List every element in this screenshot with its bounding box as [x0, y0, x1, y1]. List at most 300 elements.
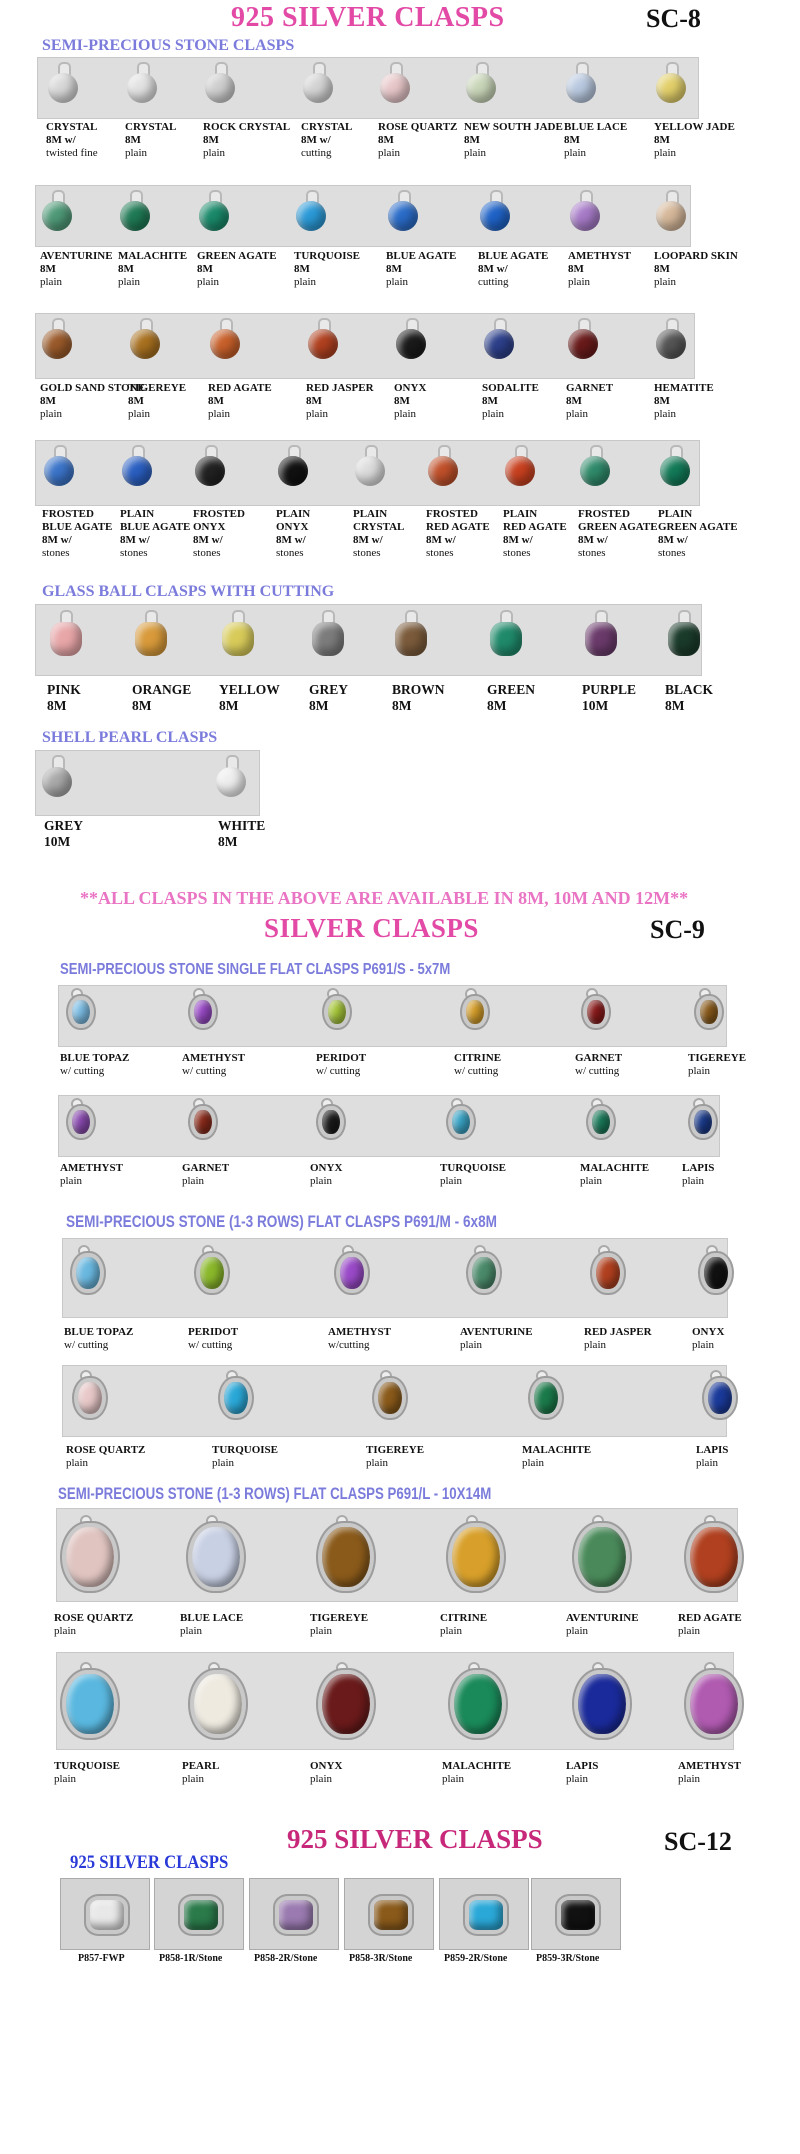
flat-desc: plain — [692, 1339, 714, 1351]
bead-name: MALACHITE — [118, 250, 188, 262]
flat-name: PERIDOT — [188, 1326, 239, 1338]
sc12-code-label: P859-2R/Stone — [444, 1953, 508, 1964]
bead-name-line1: PLAIN — [276, 508, 311, 520]
glass-name: PURPLE — [582, 682, 636, 697]
flat-name: ONYX — [692, 1326, 725, 1338]
bead-row3 — [568, 329, 598, 359]
flat-clasp — [530, 1378, 562, 1418]
bead-desc: stones — [578, 547, 606, 559]
glass-bead — [312, 622, 344, 656]
flat-clasp — [196, 1253, 228, 1293]
sc9-small-band1 — [58, 985, 727, 1047]
bead-size: 8M w/ — [301, 134, 331, 146]
bead-size: 8M w/ — [658, 534, 688, 546]
flat-name: TIGEREYE — [310, 1612, 369, 1624]
bead-name-line1: FROSTED — [42, 508, 94, 520]
bead-desc: plain — [306, 408, 328, 420]
bead-desc: plain — [118, 276, 140, 288]
glass-label — [219, 682, 280, 714]
bead-label — [306, 382, 374, 421]
bead-name: TURQUOISE — [294, 250, 361, 262]
bead-row2 — [480, 201, 510, 231]
bead-name: TIGEREYE — [128, 382, 187, 394]
flat-desc: plain — [310, 1175, 332, 1187]
flat-label — [678, 1760, 741, 1786]
bead-size: 8M — [568, 263, 584, 275]
bead-name-line2: GREEN AGATE — [578, 521, 658, 533]
flat-name: ROSE QUARTZ — [54, 1612, 134, 1624]
bead-row1 — [303, 73, 333, 103]
bead-row3 — [484, 329, 514, 359]
bead-name-line1: FROSTED — [578, 508, 630, 520]
flat-clasp — [68, 996, 94, 1028]
bead-desc: cutting — [301, 147, 332, 159]
sc12-code: SC-12 — [664, 1827, 732, 1856]
bead-desc: plain — [654, 408, 676, 420]
bead-label — [42, 508, 112, 560]
bead-row3 — [130, 329, 160, 359]
bead-desc: stones — [120, 547, 148, 559]
flat-name: AMETHYST — [60, 1162, 123, 1174]
flat-label — [60, 1162, 123, 1188]
bead-label — [654, 121, 735, 160]
flat-desc: w/ cutting — [316, 1065, 361, 1077]
bead-desc: plain — [125, 147, 147, 159]
bead-size: 8M — [128, 395, 144, 407]
flat-clasp — [450, 1670, 506, 1738]
bead-label — [353, 508, 404, 560]
bead-label — [503, 508, 567, 560]
bead-name: ONYX — [394, 382, 427, 394]
flat-desc: plain — [440, 1625, 462, 1637]
bead-label — [197, 250, 277, 289]
flat-label — [566, 1612, 639, 1638]
bead-row1 — [205, 73, 235, 103]
bead-row3 — [396, 329, 426, 359]
sc12-code-label: P858-2R/Stone — [254, 1953, 318, 1964]
bead-label — [378, 121, 457, 160]
bead-desc: plain — [386, 276, 408, 288]
flat-clasp — [318, 1523, 374, 1591]
sc9-large-band1 — [56, 1508, 738, 1602]
glass-bead — [490, 622, 522, 656]
bead-desc: plain — [378, 147, 400, 159]
bead-row2 — [656, 201, 686, 231]
sc12-code-label: P857-FWP — [78, 1953, 125, 1964]
sc8-glass-heading: GLASS BALL CLASPS WITH CUTTING — [42, 583, 335, 600]
sc12-stone — [86, 1896, 128, 1934]
flat-label — [182, 1162, 229, 1188]
bead-size: 8M — [482, 395, 498, 407]
sc8-code: SC-8 — [646, 4, 701, 33]
flat-label — [328, 1326, 391, 1352]
flat-clasp — [588, 1106, 614, 1138]
shell-size: 10M — [44, 834, 71, 849]
flat-label — [366, 1444, 424, 1470]
flat-clasp — [690, 1106, 716, 1138]
glass-size: 8M — [665, 698, 685, 713]
bead-name: CRYSTAL — [46, 121, 98, 133]
bead-size: 8M — [306, 395, 322, 407]
bead-desc: plain — [294, 276, 316, 288]
glass-label — [582, 682, 636, 714]
flat-desc: plain — [580, 1175, 602, 1187]
glass-name: ORANGE — [132, 682, 192, 697]
bead-name-line1: PLAIN — [353, 508, 388, 520]
shell-bead — [42, 767, 72, 797]
sc8-title: 925 SILVER CLASPS — [231, 2, 505, 33]
bead-row4 — [428, 456, 458, 486]
flat-label — [316, 1052, 366, 1078]
bead-desc: stones — [658, 547, 686, 559]
bead-label — [426, 508, 490, 560]
flat-name: AMETHYST — [328, 1326, 391, 1338]
bead-size: 8M — [566, 395, 582, 407]
bead-name-line2: BLUE AGATE — [42, 521, 113, 533]
bead-name: HEMATITE — [654, 382, 714, 394]
sc12-code-label: P858-3R/Stone — [349, 1953, 413, 1964]
bead-name-line1: PLAIN — [120, 508, 155, 520]
flat-clasp — [574, 1670, 630, 1738]
glass-name: GREEN — [487, 682, 536, 697]
flat-desc: plain — [440, 1175, 462, 1187]
flat-name: RED AGATE — [678, 1612, 742, 1624]
bead-name-line1: PLAIN — [658, 508, 693, 520]
bead-size: 8M w/ — [46, 134, 76, 146]
bead-row4 — [660, 456, 690, 486]
bead-size: 8M w/ — [193, 534, 223, 546]
bead-size: 8M w/ — [276, 534, 306, 546]
bead-name: CRYSTAL — [301, 121, 353, 133]
glass-label — [132, 682, 191, 714]
flat-name: ONYX — [310, 1760, 343, 1772]
flat-clasp — [704, 1378, 736, 1418]
bead-desc: plain — [566, 408, 588, 420]
flat-desc: plain — [566, 1773, 588, 1785]
flat-desc: plain — [584, 1339, 606, 1351]
bead-size: 8M — [464, 134, 480, 146]
bead-name: BLUE LACE — [564, 121, 628, 133]
bead-size: 8M — [118, 263, 134, 275]
bead-size: 8M — [294, 263, 310, 275]
glass-label — [487, 682, 535, 714]
flat-desc: plain — [566, 1625, 588, 1637]
bead-name: CRYSTAL — [125, 121, 177, 133]
bead-name: GARNET — [566, 382, 614, 394]
shell-size: 8M — [218, 834, 238, 849]
bead-row4 — [580, 456, 610, 486]
flat-label — [64, 1326, 133, 1352]
bead-name: GOLD SAND STONE — [40, 382, 145, 394]
flat-label — [678, 1612, 742, 1638]
flat-desc: plain — [180, 1625, 202, 1637]
bead-size: 8M — [394, 395, 410, 407]
bead-name: RED JASPER — [306, 382, 374, 394]
flat-name: GARNET — [182, 1162, 230, 1174]
sc9-medium-heading: SEMI-PRECIOUS STONE (1-3 ROWS) FLAT CLASPS P691/M - 6x8M — [66, 1212, 497, 1231]
bead-label — [294, 250, 360, 289]
sc8-semi-precious-heading: SEMI-PRECIOUS STONE CLASPS — [42, 37, 295, 54]
bead-size: 8M w/ — [478, 263, 508, 275]
flat-label — [180, 1612, 243, 1638]
glass-name: BLACK — [665, 682, 714, 697]
sc9-small-heading: SEMI-PRECIOUS STONE SINGLE FLAT CLASPS P691/S - 5x7M — [60, 961, 451, 978]
bead-name: ROCK CRYSTAL — [203, 121, 291, 133]
flat-name: BLUE LACE — [180, 1612, 244, 1624]
bead-size: 8M w/ — [426, 534, 456, 546]
sc12-code-label: P859-3R/Stone — [536, 1953, 600, 1964]
sc9-code: SC-9 — [650, 915, 705, 944]
bead-name: BLUE AGATE — [386, 250, 457, 262]
glass-bead — [222, 622, 254, 656]
bead-row3 — [656, 329, 686, 359]
glass-label — [665, 682, 713, 714]
bead-label — [46, 121, 98, 160]
flat-desc: plain — [310, 1773, 332, 1785]
flat-clasp — [336, 1253, 368, 1293]
sc9-small-band2 — [58, 1095, 720, 1157]
flat-name: AVENTURINE — [566, 1612, 639, 1624]
bead-label — [203, 121, 290, 160]
bead-row3 — [308, 329, 338, 359]
bead-desc: stones — [353, 547, 381, 559]
bead-size: 8M w/ — [578, 534, 608, 546]
glass-size: 8M — [392, 698, 412, 713]
flat-label — [60, 1052, 129, 1078]
bead-desc: stones — [193, 547, 221, 559]
bead-label — [40, 250, 113, 289]
flat-clasp — [62, 1670, 118, 1738]
bead-desc: plain — [654, 276, 676, 288]
bead-desc: plain — [464, 147, 486, 159]
glass-bead — [668, 622, 700, 656]
sc12-stone — [370, 1896, 412, 1934]
flat-label — [310, 1162, 342, 1188]
flat-desc: plain — [696, 1457, 718, 1469]
flat-desc: plain — [460, 1339, 482, 1351]
flat-name: ROSE QUARTZ — [66, 1444, 146, 1456]
bead-row2 — [570, 201, 600, 231]
flat-name: CITRINE — [454, 1052, 502, 1064]
bead-size: 8M — [564, 134, 580, 146]
shell-name: GREY — [44, 818, 84, 833]
bead-size: 8M — [654, 134, 670, 146]
bead-size: 8M w/ — [503, 534, 533, 546]
bead-size: 8M — [197, 263, 213, 275]
glass-bead — [395, 622, 427, 656]
glass-name: BROWN — [392, 682, 445, 697]
bead-name: ROSE QUARTZ — [378, 121, 458, 133]
flat-clasp — [188, 1523, 244, 1591]
flat-label — [182, 1760, 219, 1786]
flat-clasp — [574, 1523, 630, 1591]
bead-desc: stones — [42, 547, 70, 559]
bead-label — [654, 250, 738, 289]
flat-desc: plain — [182, 1175, 204, 1187]
sc12-stone — [180, 1896, 222, 1934]
flat-clasp — [62, 1523, 118, 1591]
flat-desc: plain — [678, 1625, 700, 1637]
bead-name-line2: CRYSTAL — [353, 521, 405, 533]
sc12-stone — [275, 1896, 317, 1934]
flat-desc: w/ cutting — [60, 1065, 105, 1077]
flat-desc: plain — [54, 1773, 76, 1785]
flat-label — [442, 1760, 511, 1786]
flat-desc: plain — [212, 1457, 234, 1469]
glass-bead — [50, 622, 82, 656]
shell-label — [218, 818, 265, 850]
bead-name: SODALITE — [482, 382, 539, 394]
bead-size: 8M — [654, 395, 670, 407]
flat-label — [692, 1326, 724, 1352]
flat-name: BLUE TOPAZ — [60, 1052, 130, 1064]
flat-name: RED JASPER — [584, 1326, 652, 1338]
bead-name: AMETHYST — [568, 250, 631, 262]
flat-clasp — [190, 1106, 216, 1138]
sc9-title: SILVER CLASPS — [264, 913, 479, 943]
bead-row1 — [127, 73, 157, 103]
flat-clasp — [318, 1106, 344, 1138]
flat-name: TURQUOISE — [212, 1444, 279, 1456]
flat-desc: plain — [522, 1457, 544, 1469]
flat-name: PEARL — [182, 1760, 220, 1772]
bead-row1 — [48, 73, 78, 103]
flat-name: LAPIS — [682, 1162, 715, 1174]
bead-label — [568, 250, 631, 289]
bead-row3 — [210, 329, 240, 359]
bead-label — [301, 121, 352, 160]
bead-size: 8M — [125, 134, 141, 146]
flat-name: GARNET — [575, 1052, 623, 1064]
bead-size: 8M — [203, 134, 219, 146]
bead-label — [193, 508, 245, 560]
bead-name-line1: FROSTED — [193, 508, 245, 520]
flat-name: MALACHITE — [522, 1444, 592, 1456]
flat-clasp — [462, 996, 488, 1028]
bead-row4 — [122, 456, 152, 486]
flat-name: PERIDOT — [316, 1052, 367, 1064]
sc12-stone — [557, 1896, 599, 1934]
flat-name: MALACHITE — [580, 1162, 650, 1174]
bead-desc: plain — [128, 408, 150, 420]
flat-label — [575, 1052, 622, 1078]
sc9-large-heading: SEMI-PRECIOUS STONE (1-3 ROWS) FLAT CLASPS P691/L - 10X14M — [58, 1484, 492, 1503]
bead-desc: plain — [654, 147, 676, 159]
bead-name: GREEN AGATE — [197, 250, 277, 262]
flat-desc: plain — [366, 1457, 388, 1469]
flat-label — [310, 1760, 342, 1786]
bead-desc: plain — [564, 147, 586, 159]
flat-label — [188, 1326, 238, 1352]
bead-row1 — [566, 73, 596, 103]
flat-label — [460, 1326, 533, 1352]
bead-row2 — [42, 201, 72, 231]
sc12-title: 925 SILVER CLASPS — [287, 1824, 543, 1854]
bead-name: RED AGATE — [208, 382, 272, 394]
bead-label — [208, 382, 272, 421]
flat-desc: plain — [688, 1065, 710, 1077]
bead-name-line2: ONYX — [193, 521, 226, 533]
bead-desc: plain — [40, 408, 62, 420]
flat-name: LAPIS — [566, 1760, 599, 1772]
bead-label — [128, 382, 186, 421]
bead-row4 — [505, 456, 535, 486]
bead-name-line2: RED AGATE — [426, 521, 490, 533]
bead-row1 — [656, 73, 686, 103]
flat-label — [54, 1760, 120, 1786]
bead-label — [394, 382, 426, 421]
bead-desc: plain — [197, 276, 219, 288]
glass-label — [392, 682, 445, 714]
flat-clasp — [190, 996, 216, 1028]
bead-name: BLUE AGATE — [478, 250, 549, 262]
bead-row2 — [296, 201, 326, 231]
flat-clasp — [696, 996, 722, 1028]
bead-row2 — [199, 201, 229, 231]
sc8-shell-heading: SHELL PEARL CLASPS — [42, 729, 218, 746]
bead-size: 8M w/ — [120, 534, 150, 546]
bead-label — [578, 508, 658, 560]
flat-label — [682, 1162, 714, 1188]
bead-size: 8M — [386, 263, 402, 275]
bead-row2 — [120, 201, 150, 231]
flat-desc: plain — [54, 1625, 76, 1637]
bead-row4 — [44, 456, 74, 486]
flat-label — [688, 1052, 746, 1078]
flat-label — [440, 1162, 506, 1188]
flat-label — [696, 1444, 728, 1470]
flat-label — [566, 1760, 598, 1786]
flat-label — [212, 1444, 278, 1470]
bead-desc: twisted fine — [46, 147, 98, 159]
flat-name: MALACHITE — [442, 1760, 512, 1772]
bead-size: 8M w/ — [42, 534, 72, 546]
sc12-subtitle: 925 SILVER CLASPS — [70, 1852, 229, 1873]
bead-desc: plain — [208, 408, 230, 420]
flat-label — [580, 1162, 649, 1188]
glass-label — [47, 682, 81, 714]
flat-clasp — [468, 1253, 500, 1293]
flat-name: LAPIS — [696, 1444, 729, 1456]
glass-label — [309, 682, 348, 714]
flat-clasp — [448, 1106, 474, 1138]
flat-name: TURQUOISE — [440, 1162, 507, 1174]
bead-label — [125, 121, 176, 160]
flat-clasp — [72, 1253, 104, 1293]
flat-name: ONYX — [310, 1162, 343, 1174]
flat-clasp — [700, 1253, 732, 1293]
sc9-medium-band1 — [62, 1238, 728, 1318]
flat-desc: w/ cutting — [454, 1065, 499, 1077]
flat-desc: plain — [182, 1773, 204, 1785]
flat-name: AMETHYST — [678, 1760, 741, 1772]
flat-clasp — [374, 1378, 406, 1418]
bead-desc: stones — [276, 547, 304, 559]
glass-size: 10M — [582, 698, 609, 713]
bead-desc: plain — [568, 276, 590, 288]
bead-desc: stones — [426, 547, 454, 559]
bead-label — [386, 250, 456, 289]
bead-row4 — [278, 456, 308, 486]
flat-name: BLUE TOPAZ — [64, 1326, 134, 1338]
bead-desc: plain — [394, 408, 416, 420]
bead-row2 — [388, 201, 418, 231]
bead-name: NEW SOUTH JADE — [464, 121, 563, 133]
flat-desc: w/ cutting — [188, 1339, 233, 1351]
bead-name-line2: ONYX — [276, 521, 309, 533]
sc12-stone — [465, 1896, 507, 1934]
bead-row4 — [195, 456, 225, 486]
